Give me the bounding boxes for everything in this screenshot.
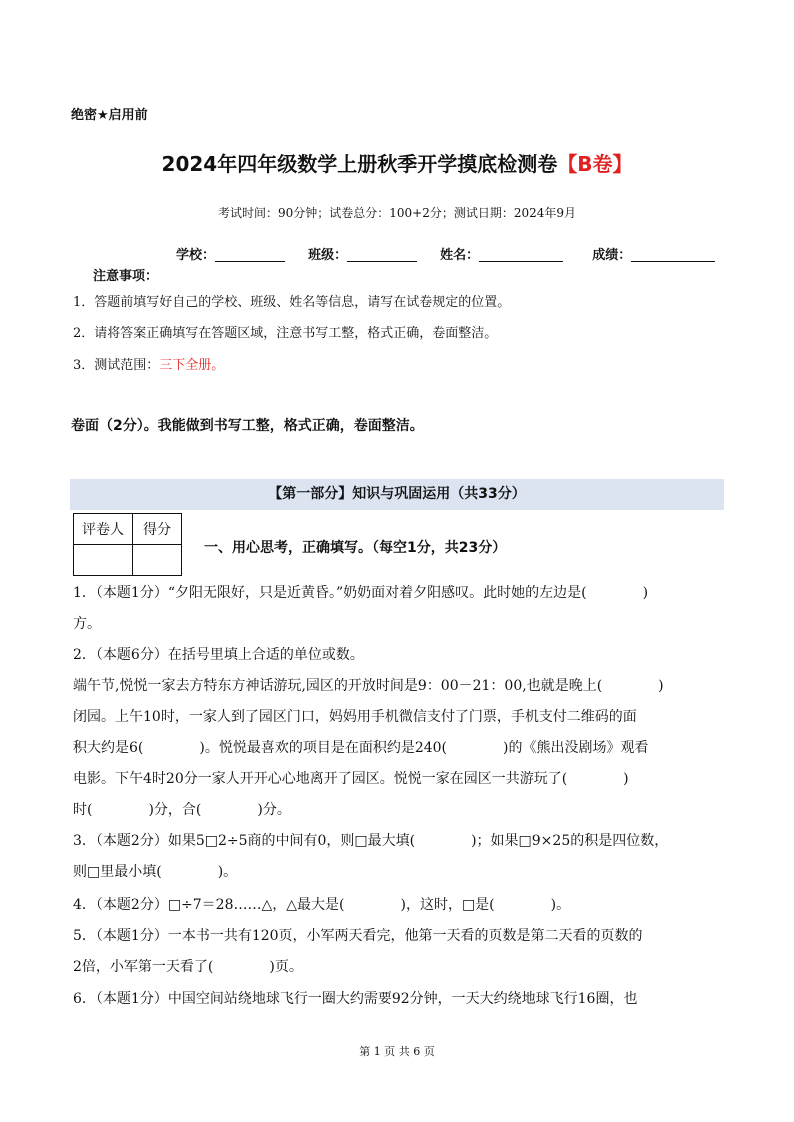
note-item: 2．请将答案正确填写在答题区域，注意书写工整，格式正确，卷面整洁。 <box>73 326 498 341</box>
question-2 <box>73 640 725 671</box>
question-line: 时( )分，合( )分。 <box>73 802 291 818</box>
question-line: 端午节,悦悦一家去方特东方神话游玩,园区的开放时间是9：00－21：00,也就是晚上( ) <box>73 678 664 694</box>
question-line: 3．（本题2分）如果5□2÷5商的中间有0，则□最大填( )；如果□9×25的积是四位数， <box>73 833 669 849</box>
note-item <box>73 354 224 373</box>
notes-title: 注意事项： <box>93 269 159 284</box>
page-footer: 第 1 页 共 6 页 <box>359 1045 435 1058</box>
school-blank[interactable] <box>215 247 285 262</box>
question-line: 2．（本题6分）在括号里填上合适的单位或数。 <box>73 647 364 663</box>
exam-title-version: 【B卷】 <box>557 152 633 176</box>
confidential-label: 绝密★启用前 <box>71 108 148 123</box>
question-line: 2倍，小军第一天看了( )页。 <box>73 959 303 975</box>
note-scope-value: 三下全册。 <box>159 358 225 373</box>
question-line: 5．（本题1分）一本书一共有120页，小军两天看完，他第一天看的页数是第二天看的页数的 <box>73 928 643 944</box>
neatness-statement: 卷面（2分）。我能做到书写工整，格式正确，卷面整洁。 <box>71 418 424 434</box>
score-label: 成绩： <box>592 248 632 263</box>
note-scope-label: 3．测试范围： <box>73 358 160 373</box>
name-label: 姓名： <box>440 248 480 263</box>
question-line: 电影。下午4时20分一家人开开心心地离开了园区。悦悦一家在园区一共游玩了( ) <box>73 771 629 787</box>
question-6 <box>73 984 725 1015</box>
score-header: 得分 <box>133 514 182 545</box>
grader-header: 评卷人 <box>74 514 133 545</box>
question-1 <box>73 578 725 640</box>
school-label: 学校： <box>176 248 216 263</box>
note-item: 1．答题前填写好自己的学校、班级、姓名等信息，请写在试卷规定的位置。 <box>73 295 511 310</box>
question-2-passage <box>73 671 725 826</box>
question-line: 4．（本题2分）□÷7＝28……△，△最大是( )，这时，□是( )。 <box>73 897 571 913</box>
class-blank[interactable] <box>347 247 417 262</box>
class-label: 班级： <box>308 248 348 263</box>
exam-meta: 考试时间：90分钟；试卷总分：100+2分；测试日期：2024年9月 <box>217 206 577 220</box>
question-line: 6．（本题1分）中国空间站绕地球飞行一圈大约需要92分钟，一天大约绕地球飞行16圈，也 <box>73 991 638 1007</box>
question-5 <box>73 921 725 983</box>
name-blank[interactable] <box>479 247 563 262</box>
part-one-banner: 【第一部分】知识与巩固运用（共33分） <box>70 479 724 510</box>
question-line: 方。 <box>73 616 101 632</box>
question-3 <box>73 826 725 888</box>
question-line: 闭园。上午10时，一家人到了园区门口，妈妈用手机微信支付了门票，手机支付二维码的面 <box>73 709 637 725</box>
grader-score-table <box>73 513 182 576</box>
grader-cell[interactable] <box>74 545 133 576</box>
question-line: 积大约是6( )。悦悦最喜欢的项目是在面积约是240( )的《熊出没剧场》观看 <box>73 740 649 756</box>
score-blank[interactable] <box>631 247 715 262</box>
exam-title <box>0 148 794 177</box>
exam-title-main: 2024年四年级数学上册秋季开学摸底检测卷 <box>161 152 558 176</box>
question-line: 1．（本题1分）“夕阳无限好，只是近黄昏。”奶奶面对着夕阳感叹。此时她的左边是( ) <box>73 585 649 601</box>
question-4 <box>73 890 725 921</box>
student-info-row <box>176 244 715 263</box>
section-one-title: 一、用心思考，正确填写。（每空1分，共23分） <box>204 540 507 556</box>
question-line: 则□里最小填( )。 <box>73 864 238 880</box>
score-cell[interactable] <box>133 545 182 576</box>
